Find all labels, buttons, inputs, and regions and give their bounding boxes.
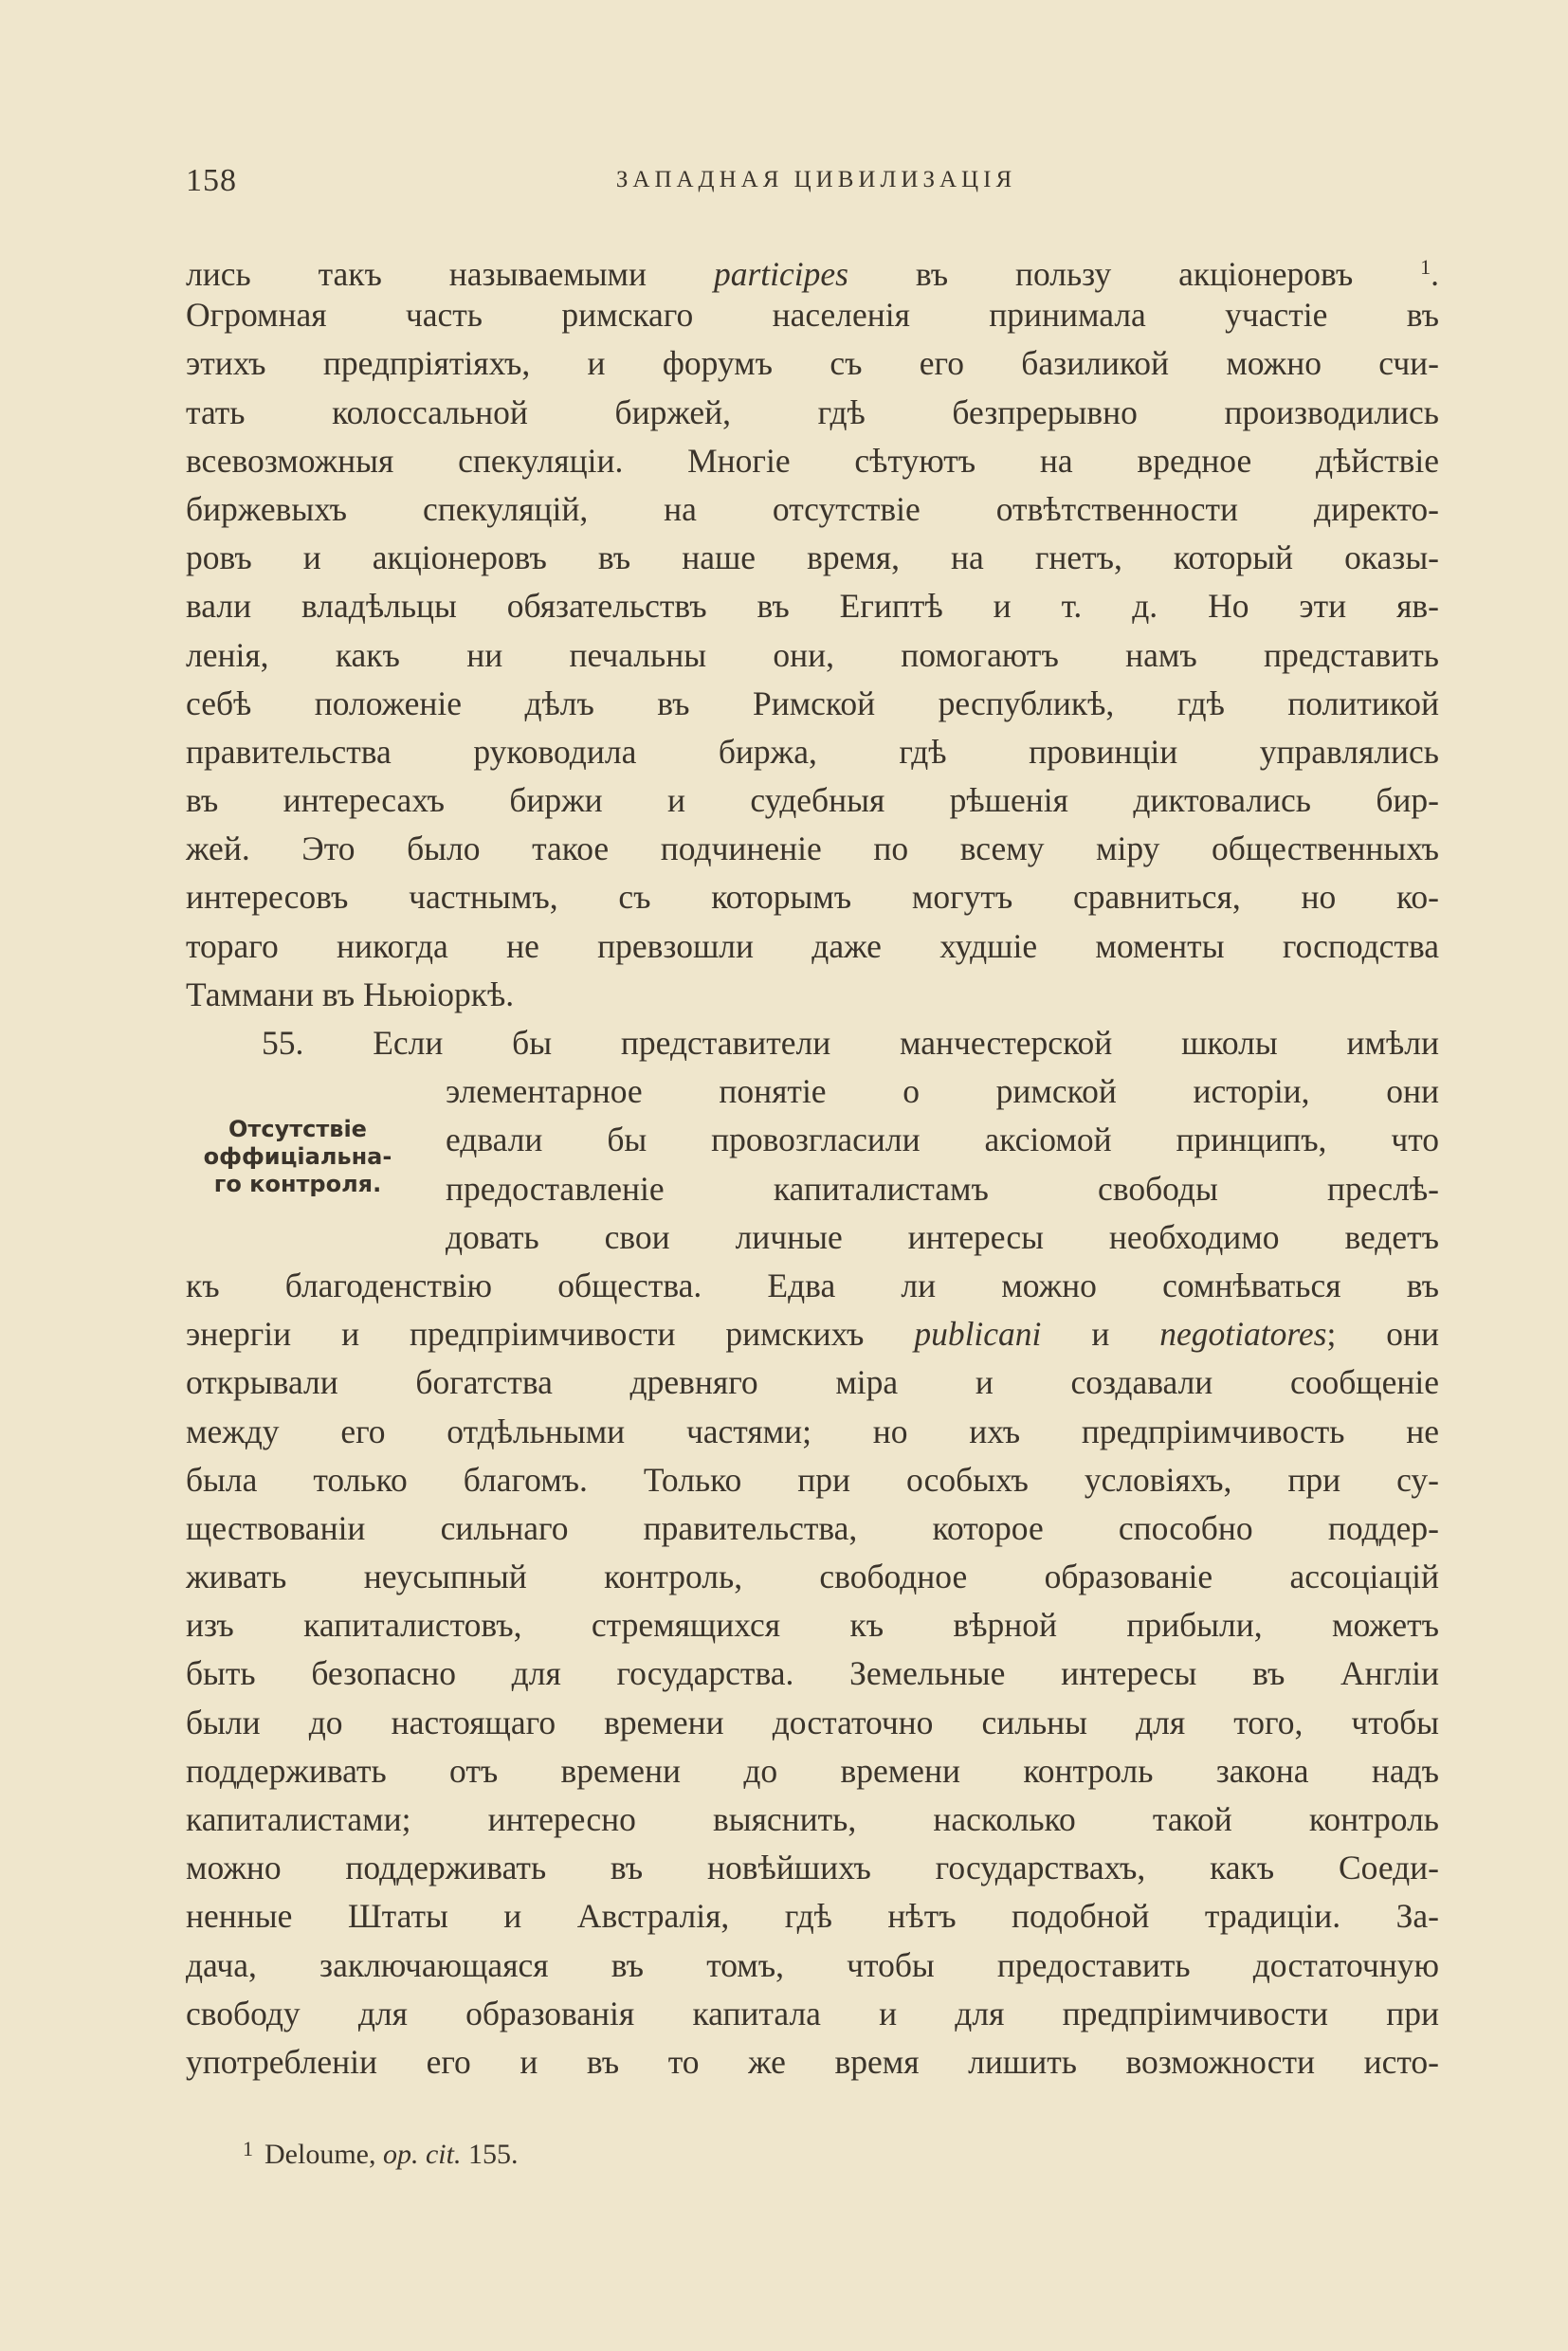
text-line: тораго никогда не превзошли даже худшіе моменты господства — [186, 926, 1439, 965]
text-line: жей. Это было такое подчиненіе по всему міру общественныхъ — [186, 829, 1439, 868]
text-line: лись такъ называемыми participes въ пользу акціонеровъ $^1$. — [186, 255, 1440, 293]
text-line: можно поддерживать въ новѣйшихъ государствахъ, какъ Соеди- — [186, 1849, 1439, 1887]
footnote-page: 155. — [461, 2139, 519, 2170]
text-line: къ благоденствію общества. Едва ли можно сомнѣваться въ — [186, 1266, 1439, 1304]
text-line: употребленіи его и въ то же время лишить возможности исто- — [186, 2042, 1439, 2081]
text-line: поддерживать отъ времени до времени контроль закона надъ — [186, 1751, 1439, 1790]
text-line: вали владѣльцы обязательствъ въ Египтѣ и т. д. Но эти яв- — [186, 587, 1439, 626]
margin-note — [190, 1116, 406, 1198]
text-line: ществованіи сильнаго правительства, которое способно поддер- — [186, 1508, 1439, 1547]
text-line: капиталистами; интересно выяснить, насколько такой контроль — [186, 1800, 1439, 1838]
text-line: между его отдѣльными частями; но ихъ предпріимчивость не — [186, 1412, 1439, 1450]
margin-note-line: оффиціальна- — [203, 1143, 392, 1170]
text-line: ленія, какъ ни печальны они, помогаютъ намъ представить — [186, 635, 1439, 674]
text-line: свободу для образованія капитала и для предпріимчивости при — [186, 1994, 1439, 2032]
text-line: элементарное понятіе о римской исторіи, они — [446, 1072, 1439, 1111]
text-line: ненные Штаты и Австралія, гдѣ нѣтъ подобной традиціи. За- — [186, 1897, 1439, 1936]
text-line: была только благомъ. Только при особыхъ условіяхъ, при су- — [186, 1460, 1439, 1499]
text-line: были до настоящаго времени достаточно сильны для того, чтобы — [186, 1703, 1439, 1741]
text-line: тать колоссальной биржей, гдѣ безпрерывно производились — [186, 392, 1439, 431]
margin-note-line: го контроля. — [213, 1171, 382, 1197]
text-line: изъ капиталистовъ, стремящихся къ вѣрной прибыли, можетъ — [186, 1606, 1439, 1645]
text-line: едвали бы провозгласили аксіомой принципъ, что — [446, 1121, 1439, 1159]
text-line: энергіи и предпріимчивости римскихъ publicani и negotiatores; они — [186, 1315, 1440, 1354]
footnote-author: Deloume, — [264, 2139, 383, 2170]
text-line: биржевыхъ спекуляцій, на отсутствіе отвѣтственности директо- — [186, 489, 1439, 528]
margin-note-line: Отсутствіе — [228, 1116, 367, 1142]
text-line: этихъ предпріятіяхъ, и форумъ съ его базиликой можно счи- — [186, 344, 1439, 383]
page-number: 158 — [186, 163, 237, 198]
footnote-reference-italic: op. cit. — [382, 2139, 462, 2170]
text-line: Огромная часть римскаго населенія принимала участіе въ — [186, 296, 1439, 335]
text-line: въ интересахъ биржи и судебныя рѣшенія диктовались бир- — [186, 781, 1439, 820]
footnote-mark: 1 — [243, 2137, 253, 2160]
page-header — [186, 163, 1447, 205]
text-line: Таммани въ Ньюіоркѣ. — [186, 975, 515, 1013]
running-title: ЗАПАДНАЯ ЦИВИЛИЗАЦІЯ — [615, 167, 1017, 192]
text-line: дача, заключающаяся въ томъ, чтобы предоставить достаточную — [186, 1945, 1439, 1984]
text-line: живать неусыпный контроль, свободное образованіе ассоціацій — [186, 1558, 1439, 1596]
footnote — [243, 2137, 518, 2171]
text-line: предоставленіе капиталистамъ свободы преслѣ- — [446, 1169, 1439, 1208]
text-line: всевозможныя спекуляціи. Многіе сѣтуютъ на вредное дѣйствіе — [186, 441, 1439, 480]
text-line: довать свои личные интересы необходимо ведетъ — [446, 1217, 1439, 1256]
text-line: открывали богатства древняго міра и создавали сообщеніе — [186, 1363, 1439, 1402]
footnote-reference: 1 — [1420, 255, 1431, 279]
text-line: интересовъ частнымъ, съ которымъ могутъ сравниться, но ко- — [186, 878, 1439, 917]
text-line: себѣ положеніе дѣлъ въ Римской республикѣ, гдѣ политикой — [186, 683, 1439, 722]
paragraph-start-line: 55. Если бы представители манчестерской школы имѣли — [262, 1024, 1439, 1062]
text-line: правительства руководила биржа, гдѣ провинціи управлялись — [186, 732, 1439, 771]
text-line: ровъ и акціонеровъ въ наше время, на гнетъ, который оказы- — [186, 538, 1439, 577]
text-line: быть безопасно для государства. Земельные интересы въ Англіи — [186, 1654, 1439, 1693]
